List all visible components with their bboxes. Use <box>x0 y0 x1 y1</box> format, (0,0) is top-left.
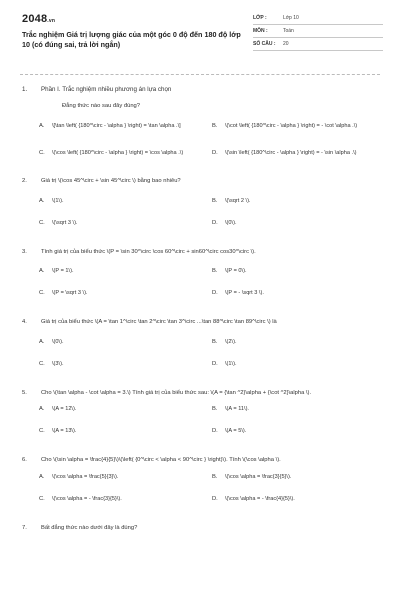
option-b[interactable] <box>212 405 385 423</box>
meta-row-class <box>253 12 383 25</box>
question-row <box>0 248 400 257</box>
question-text: Bất đẳng thức nào dưới đây là đúng? <box>41 524 138 531</box>
logo-tld: .vn <box>47 18 56 24</box>
option-b[interactable] <box>212 338 385 356</box>
option-text: \(P = 1\). <box>52 268 74 274</box>
question-text: Giá trị của biểu thức \(A = \tan 1^\circ \tan 2^\circ \tan 3^\circ ...\tan 88^\circ \tan 89^\circ \) là <box>41 319 277 325</box>
question-block <box>0 456 400 513</box>
question-number: 2. <box>22 178 27 184</box>
question-row <box>0 389 400 398</box>
part-heading <box>0 78 400 100</box>
meta-label: MÔN : <box>253 28 268 34</box>
option-letter: C. <box>39 290 45 296</box>
meta-value: Toán <box>283 28 294 34</box>
part-title: Phần I. Trắc nghiệm nhiều phương án lựa chọn <box>41 85 172 93</box>
question-number: 3. <box>22 248 27 255</box>
question-row <box>0 318 400 327</box>
option-grid <box>0 338 400 378</box>
option-letter: D. <box>212 290 218 296</box>
option-letter: B. <box>212 473 218 480</box>
option-letter: C. <box>39 495 45 502</box>
option-text: \(A = 13\). <box>52 428 77 434</box>
option-a[interactable] <box>39 405 212 423</box>
option-a[interactable] <box>39 197 212 215</box>
question-number: 7. <box>22 524 27 531</box>
option-b[interactable] <box>212 267 385 285</box>
option-d[interactable] <box>212 427 385 445</box>
option-text: \(\cos \alpha = - \frac{4}{5}\). <box>225 495 295 502</box>
option-text: \(A = 5\). <box>225 428 247 434</box>
question-block <box>0 524 400 533</box>
option-letter: A. <box>39 338 45 345</box>
question-block <box>0 389 400 446</box>
option-c[interactable] <box>39 289 212 307</box>
option-text: \(A = 12\). <box>52 406 77 412</box>
option-letter: A. <box>39 123 45 129</box>
option-letter: B. <box>212 197 218 204</box>
question-number: 5. <box>22 389 27 396</box>
option-letter: C. <box>39 150 45 156</box>
question-number: 6. <box>22 457 27 463</box>
option-text: \(\sin \left( {180^\circ - \alpha } \right) = - \sin \alpha .\) <box>225 150 357 156</box>
option-a[interactable] <box>39 116 212 136</box>
option-text: \(P = \sqrt 3 \). <box>52 290 88 296</box>
option-text: \(3\). <box>52 360 64 367</box>
meta-row-count <box>253 38 383 51</box>
option-text: \(2\). <box>225 338 237 345</box>
option-text: \(0\). <box>225 219 237 226</box>
option-c[interactable] <box>39 427 212 445</box>
option-letter: B. <box>212 123 218 129</box>
question-text: Cho \(\tan \alpha - \cot \alpha = 3.\) Tính giá trị của biểu thức sau: \(A = {\tan ^2}\alpha + {\cot ^2}\alpha \). <box>41 389 312 396</box>
option-letter: D. <box>212 219 218 226</box>
option-d[interactable] <box>212 360 385 378</box>
option-grid <box>0 197 400 237</box>
option-text: \(1\). <box>52 197 64 204</box>
option-grid <box>0 267 400 307</box>
option-grid <box>0 473 400 513</box>
option-letter: B. <box>212 338 218 345</box>
meta-label: LỚP : <box>253 15 267 21</box>
meta-value: Lớp 10 <box>283 15 299 21</box>
question-row <box>0 177 400 186</box>
option-letter: A. <box>39 268 45 274</box>
question-number: 1. <box>22 85 28 93</box>
question-stem: Đẳng thức nào sau đây đúng? <box>62 103 141 109</box>
option-text: \(\sqrt 2 \). <box>225 197 251 204</box>
option-letter: B. <box>212 406 218 412</box>
option-letter: A. <box>39 406 45 412</box>
meta-row-subject <box>253 25 383 38</box>
question-text: Cho \(\sin \alpha = \frac{4}{5}\)\(\left( {0^\circ < \alpha < 90^\circ } \right)\). Tính \(\cos \alpha \). <box>41 457 281 463</box>
option-text: \(\cos \alpha = \frac{5}{3}\). <box>52 473 119 480</box>
option-letter: D. <box>212 495 218 502</box>
option-letter: D. <box>212 428 218 434</box>
option-a[interactable] <box>39 267 212 285</box>
option-letter: D. <box>212 360 218 367</box>
question-block <box>0 248 400 308</box>
option-letter: D. <box>212 150 218 156</box>
option-b[interactable] <box>212 197 385 215</box>
document-header <box>0 0 400 64</box>
option-text: \(P = 0\). <box>225 268 247 274</box>
meta-label: SỐ CÂU : <box>253 41 276 47</box>
option-text: \(1\). <box>225 360 237 367</box>
option-c[interactable] <box>39 360 212 378</box>
option-text: \(\cos \alpha = - \frac{3}{5}\). <box>52 495 122 502</box>
question-block <box>0 177 400 237</box>
option-letter: C. <box>39 219 45 226</box>
meta-value: 20 <box>283 41 289 47</box>
option-grid <box>0 405 400 445</box>
option-text: \(0\). <box>52 338 64 345</box>
option-d[interactable] <box>212 143 385 163</box>
question-row <box>0 456 400 465</box>
option-c[interactable] <box>39 219 212 237</box>
option-c[interactable] <box>39 143 212 163</box>
option-b[interactable] <box>212 473 385 491</box>
option-text: \(\cot \left( {180^\circ - \alpha } \right) = - \cot \alpha .\) <box>225 123 358 129</box>
option-a[interactable] <box>39 338 212 356</box>
option-text: \(\cos \alpha = \frac{3}{5}\). <box>225 473 292 480</box>
option-text: \(A = 11\). <box>225 406 249 412</box>
option-d[interactable] <box>212 495 385 513</box>
option-letter: C. <box>39 360 45 367</box>
document-title: Trắc nghiệm Giá trị lượng giác của một góc 0 độ đến 180 độ lớp 10 (có đúng sai, trả lời ngắn) <box>22 30 241 49</box>
option-text: \(\cos \left( {180^\circ - \alpha } \right) = \cos \alpha .\) <box>52 150 184 156</box>
option-text: \(\sqrt 3 \). <box>52 219 78 226</box>
site-logo[interactable] <box>22 13 55 25</box>
option-letter: C. <box>39 428 45 434</box>
option-letter: A. <box>39 197 45 204</box>
meta-table <box>253 12 383 51</box>
option-text: \[\tan \left( {180^\circ - \alpha } \right) = \tan \alpha .\] <box>52 123 181 129</box>
option-grid <box>0 116 400 163</box>
question-text: Tính giá trị của biểu thức \(P = \sin 30^\circ \cos 60^\circ + sin60^\circ cos30^\circ \). <box>41 248 256 255</box>
question-row <box>0 524 400 533</box>
option-a[interactable] <box>39 473 212 491</box>
question-block <box>0 318 400 378</box>
option-d[interactable] <box>212 219 385 237</box>
header-divider <box>20 74 380 75</box>
option-c[interactable] <box>39 495 212 513</box>
option-letter: A. <box>39 473 45 480</box>
question-number: 4. <box>22 319 27 325</box>
option-text: \(P = - \sqrt 3 \). <box>225 290 264 296</box>
question-list <box>0 78 400 532</box>
logo-main: 2048 <box>22 13 48 25</box>
question-text: Giá trị \(\cos 45^\circ + \sin 45^\circ \) bằng bao nhiêu? <box>41 178 181 184</box>
option-letter: B. <box>212 268 218 274</box>
option-b[interactable] <box>212 116 385 136</box>
option-d[interactable] <box>212 289 385 307</box>
